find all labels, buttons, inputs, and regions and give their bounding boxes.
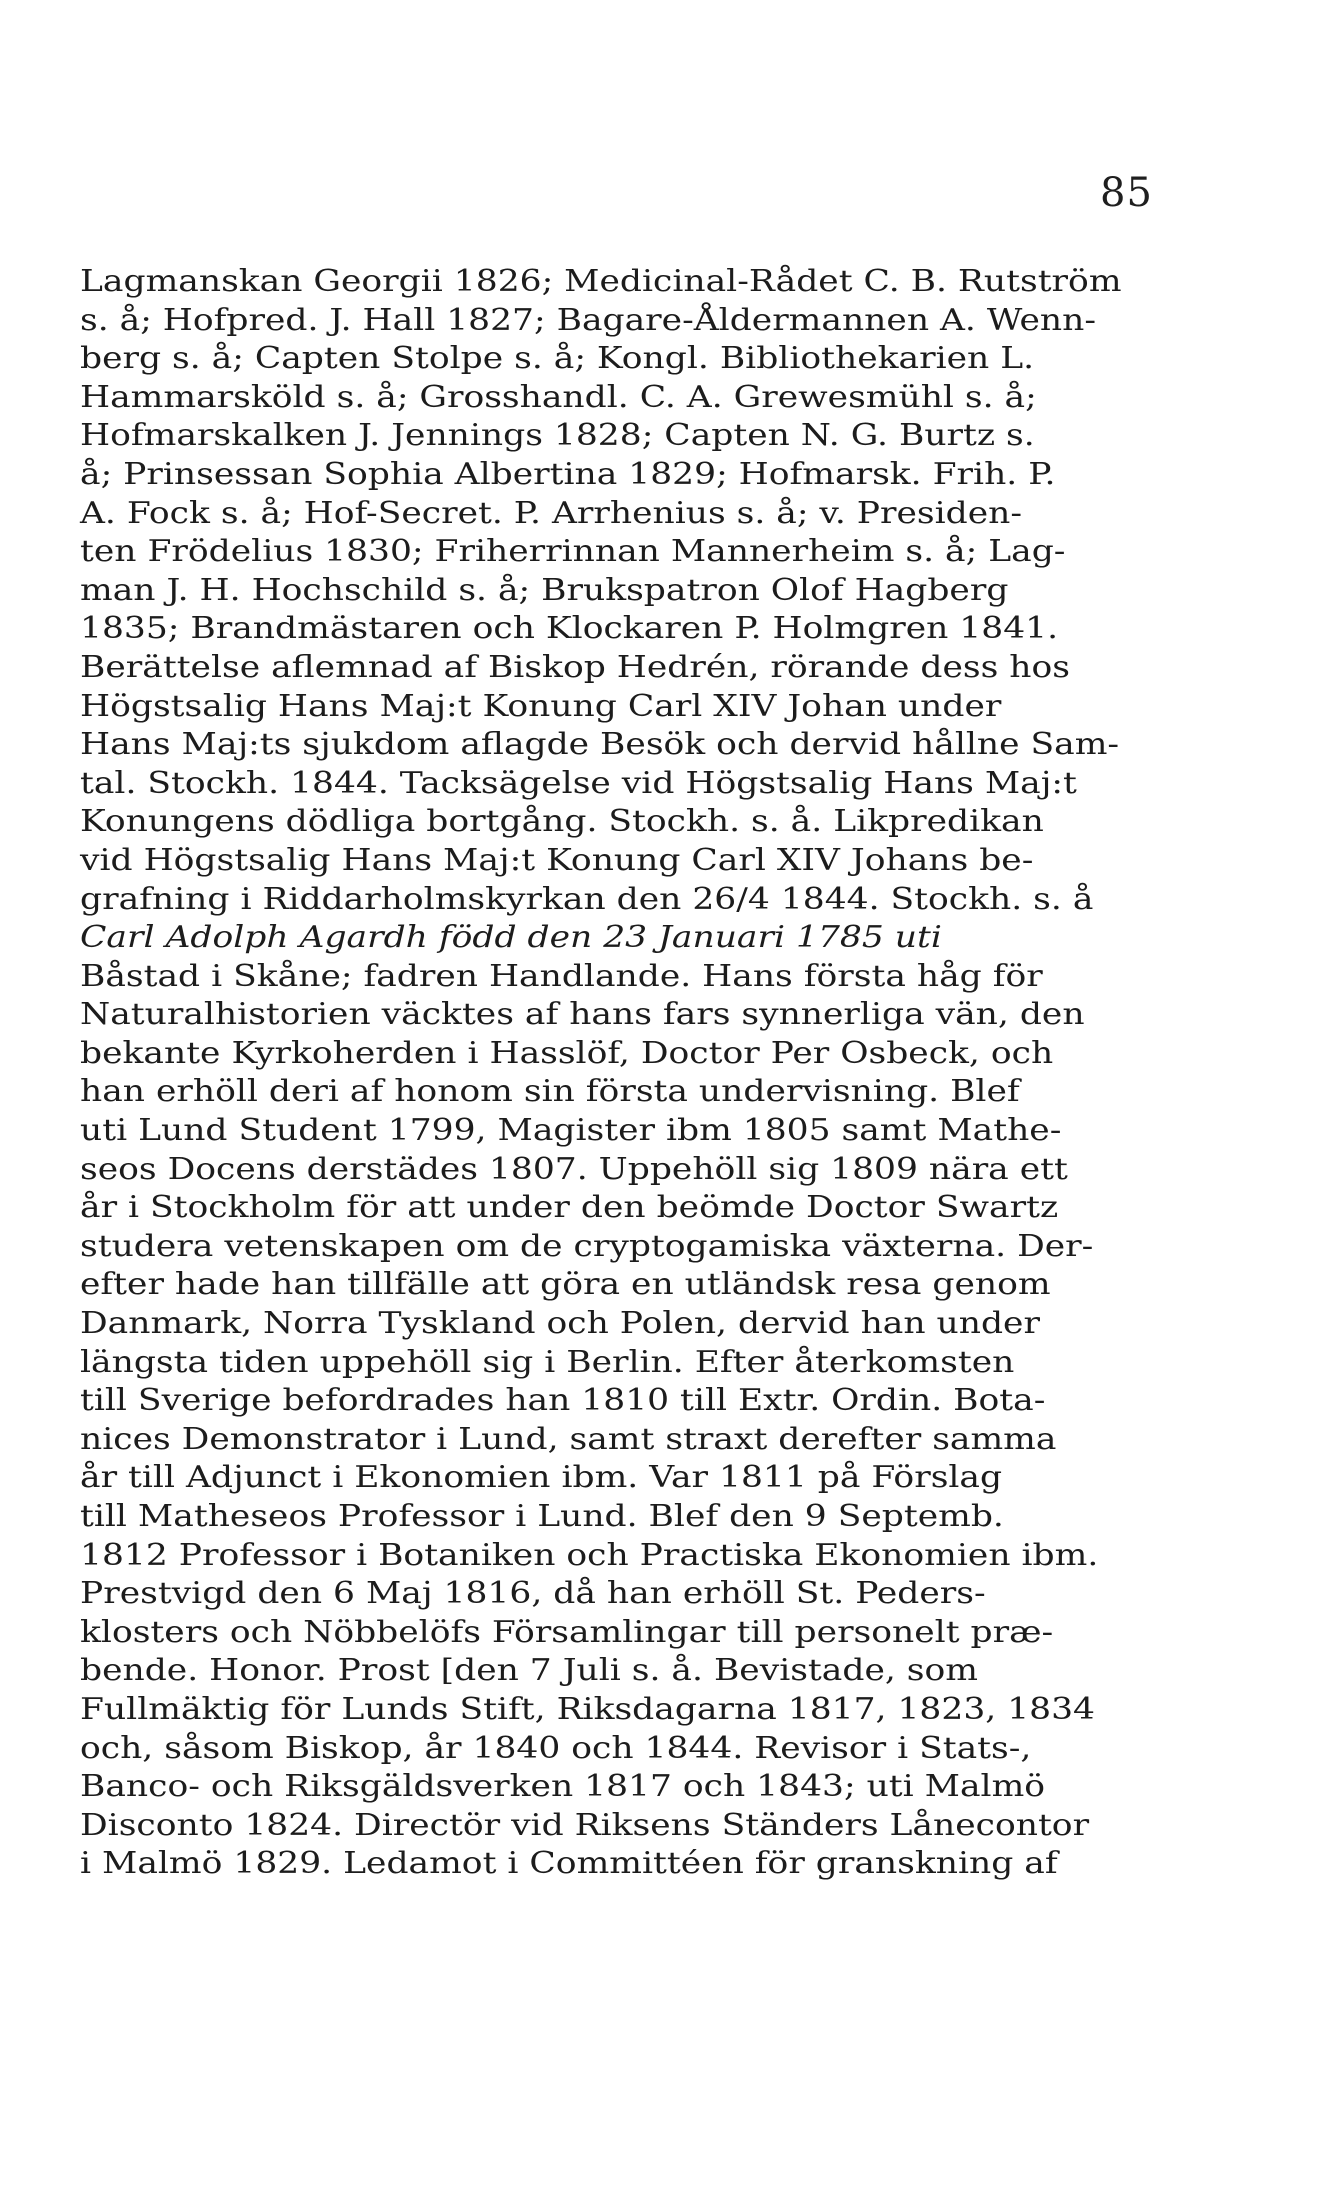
text-line: Fullmäktig för Lunds Stift, Riksdagarna 1817, 1823, 1834	[80, 1691, 1096, 1727]
text-line: år i Stockholm för att under den beömde Doctor Swartz	[80, 1190, 1059, 1226]
text-line: nices Demonstrator i Lund, samt straxt derefter samma	[80, 1421, 1057, 1457]
text-line: Hammarsköld s. å; Grosshandl. C. A. Grewesmühl s. å;	[80, 379, 1037, 415]
text-line: A. Fock s. å; Hof-Secret. P. Arrhenius s. å; v. Presiden-	[80, 495, 1023, 531]
text-line: s. å; Hofpred. J. Hall 1827; Bagare-Åldermannen A. Wenn-	[80, 302, 1097, 338]
text-line: Lagmanskan Georgii 1826; Medicinal-Rådet C. B. Rutström	[80, 264, 1122, 299]
text-line: Hans Maj:ts sjukdom aflagde Besök och dervid hållne Sam-	[80, 727, 1120, 763]
text-line: och, såsom Biskop, år 1840 och 1844. Revisor i Stats-,	[80, 1730, 1032, 1766]
text-line: efter hade han tillfälle att göra en utländsk resa genom	[80, 1267, 1051, 1303]
page-number: 85	[1100, 170, 1153, 216]
text-line: till Sverige befordrades han 1810 till Extr. Ordin. Bota-	[80, 1383, 1046, 1419]
text-line: grafning i Riddarholmskyrkan den 26/4 1844. Stockh. s. å	[80, 881, 1094, 917]
text-line: Hofmarskalken J. Jennings 1828; Capten N. G. Burtz s.	[80, 418, 1035, 454]
text-line: man J. H. Hochschild s. å; Brukspatron Olof Hagberg	[80, 572, 1009, 608]
text-line: år till Adjunct i Ekonomien ibm. Var 1811 på Förslag	[80, 1460, 1003, 1496]
text-line: Prestvigd den 6 Maj 1816, då han erhöll St. Peders-	[80, 1576, 986, 1612]
text-line: tal. Stockh. 1844. Tacksägelse vid Högstsalig Hans Maj:t	[80, 765, 1077, 801]
text-line: Naturalhistorien väcktes af hans fars synnerliga vän, den	[80, 997, 1085, 1033]
text-line: längsta tiden uppehöll sig i Berlin. Efter återkomsten	[80, 1344, 1015, 1380]
text-line: berg s. å; Capten Stolpe s. å; Kongl. Bibliothekarien L.	[80, 341, 1035, 377]
text-line: till Matheseos Professor i Lund. Blef den 9 Septemb.	[80, 1499, 1004, 1534]
text-line: Danmark, Norra Tyskland och Polen, dervid han under	[80, 1306, 1040, 1342]
text-line: studera vetenskapen om de cryptogamiska växterna. Der-	[80, 1228, 1094, 1264]
text-line: vid Högstsalig Hans Maj:t Konung Carl XIV Johans be-	[80, 842, 1034, 878]
text-line: Båstad i Skåne; fadren Handlande. Hans första håg för	[80, 958, 1043, 994]
text-line: å; Prinsessan Sophia Albertina 1829; Hofmarsk. Frih. P.	[80, 456, 1056, 492]
text-line: 1835; Brandmästaren och Klockaren P. Holmgren 1841.	[80, 611, 1059, 647]
text-line: 1812 Professor i Botaniken och Practiska Ekonomien ibm.	[80, 1537, 1099, 1573]
text-line: Konungens dödliga bortgång. Stockh. s. å. Likpredikan	[80, 804, 1044, 840]
text-line: Disconto 1824. Directör vid Riksens Ständers Lånecontor	[80, 1807, 1090, 1843]
text-line: bekante Kyrkoherden i Hasslöf, Doctor Per Osbeck, och	[80, 1035, 1054, 1071]
text-line: Högstsalig Hans Maj:t Konung Carl XIV Johan under	[80, 688, 1002, 724]
text-line-biography-heading: Carl Adolph Agardh född den 23 Januari 1785 uti	[80, 920, 942, 956]
text-line: i Malmö 1829. Ledamot i Committéen för granskning af	[80, 1846, 1058, 1882]
text-line: uti Lund Student 1799, Magister ibm 1805 samt Mathe-	[80, 1113, 1062, 1149]
text-line: Berättelse aflemnad af Biskop Hedrén, rörande dess hos	[80, 649, 1071, 685]
text-line: Banco- och Riksgäldsverken 1817 och 1843; uti Malmö	[80, 1769, 1046, 1805]
text-line: han erhöll deri af honom sin första undervisning. Blef	[80, 1074, 1020, 1110]
text-line: klosters och Nöbbelöfs Församlingar till personelt præ-	[80, 1614, 1054, 1650]
body-text	[80, 263, 1180, 1884]
text-line: bende. Honor. Prost [den 7 Juli s. å. Bevistade, som	[80, 1653, 979, 1689]
text-line: seos Docens derstädes 1807. Uppehöll sig 1809 nära ett	[80, 1151, 1068, 1187]
text-line: ten Frödelius 1830; Friherrinnan Mannerheim s. å; Lag-	[80, 534, 1066, 570]
